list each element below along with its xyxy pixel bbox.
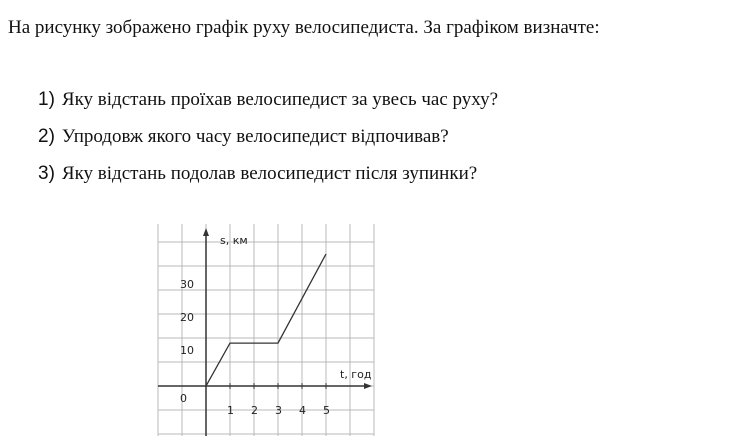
question-1 (38, 88, 498, 125)
distance-time-graph (150, 218, 380, 440)
x-tick-label: 2 (251, 404, 258, 417)
y-tick-label: 20 (180, 311, 194, 324)
y-axis-arrow (203, 228, 209, 236)
question-text: Яку відстань подолав велосипедист після зупинки? (61, 163, 478, 184)
question-text: Упродовж якого часу велосипедист відпочивав? (61, 126, 449, 147)
x-axis-label: t, год (340, 368, 372, 381)
series-layer (206, 254, 326, 386)
x-tick-label: 3 (275, 404, 282, 417)
x-tick-label: 5 (323, 404, 330, 417)
y-tick-label: 30 (180, 278, 194, 291)
question-text: Яку відстань проїхав велосипедист за увесь час руху? (61, 89, 498, 110)
question-number: 1) (38, 89, 55, 110)
motion-line (206, 254, 326, 386)
origin-label: 0 (180, 392, 187, 405)
x-tick-label: 1 (227, 404, 234, 417)
y-tick-label: 10 (180, 344, 194, 357)
y-axis-label: s, км (220, 234, 248, 247)
grid (158, 224, 374, 436)
x-tick-label: 4 (299, 404, 306, 417)
axes (158, 228, 372, 436)
question-2 (38, 125, 498, 162)
question-number: 2) (38, 126, 55, 147)
question-number: 3) (38, 163, 55, 184)
question-3 (38, 162, 498, 199)
x-axis-arrow (364, 383, 372, 389)
tick-labels (180, 234, 372, 417)
question-list (38, 88, 498, 199)
problem-statement: На рисунку зображено графік руху велосипедиста. За графіком визначте: (8, 17, 600, 38)
